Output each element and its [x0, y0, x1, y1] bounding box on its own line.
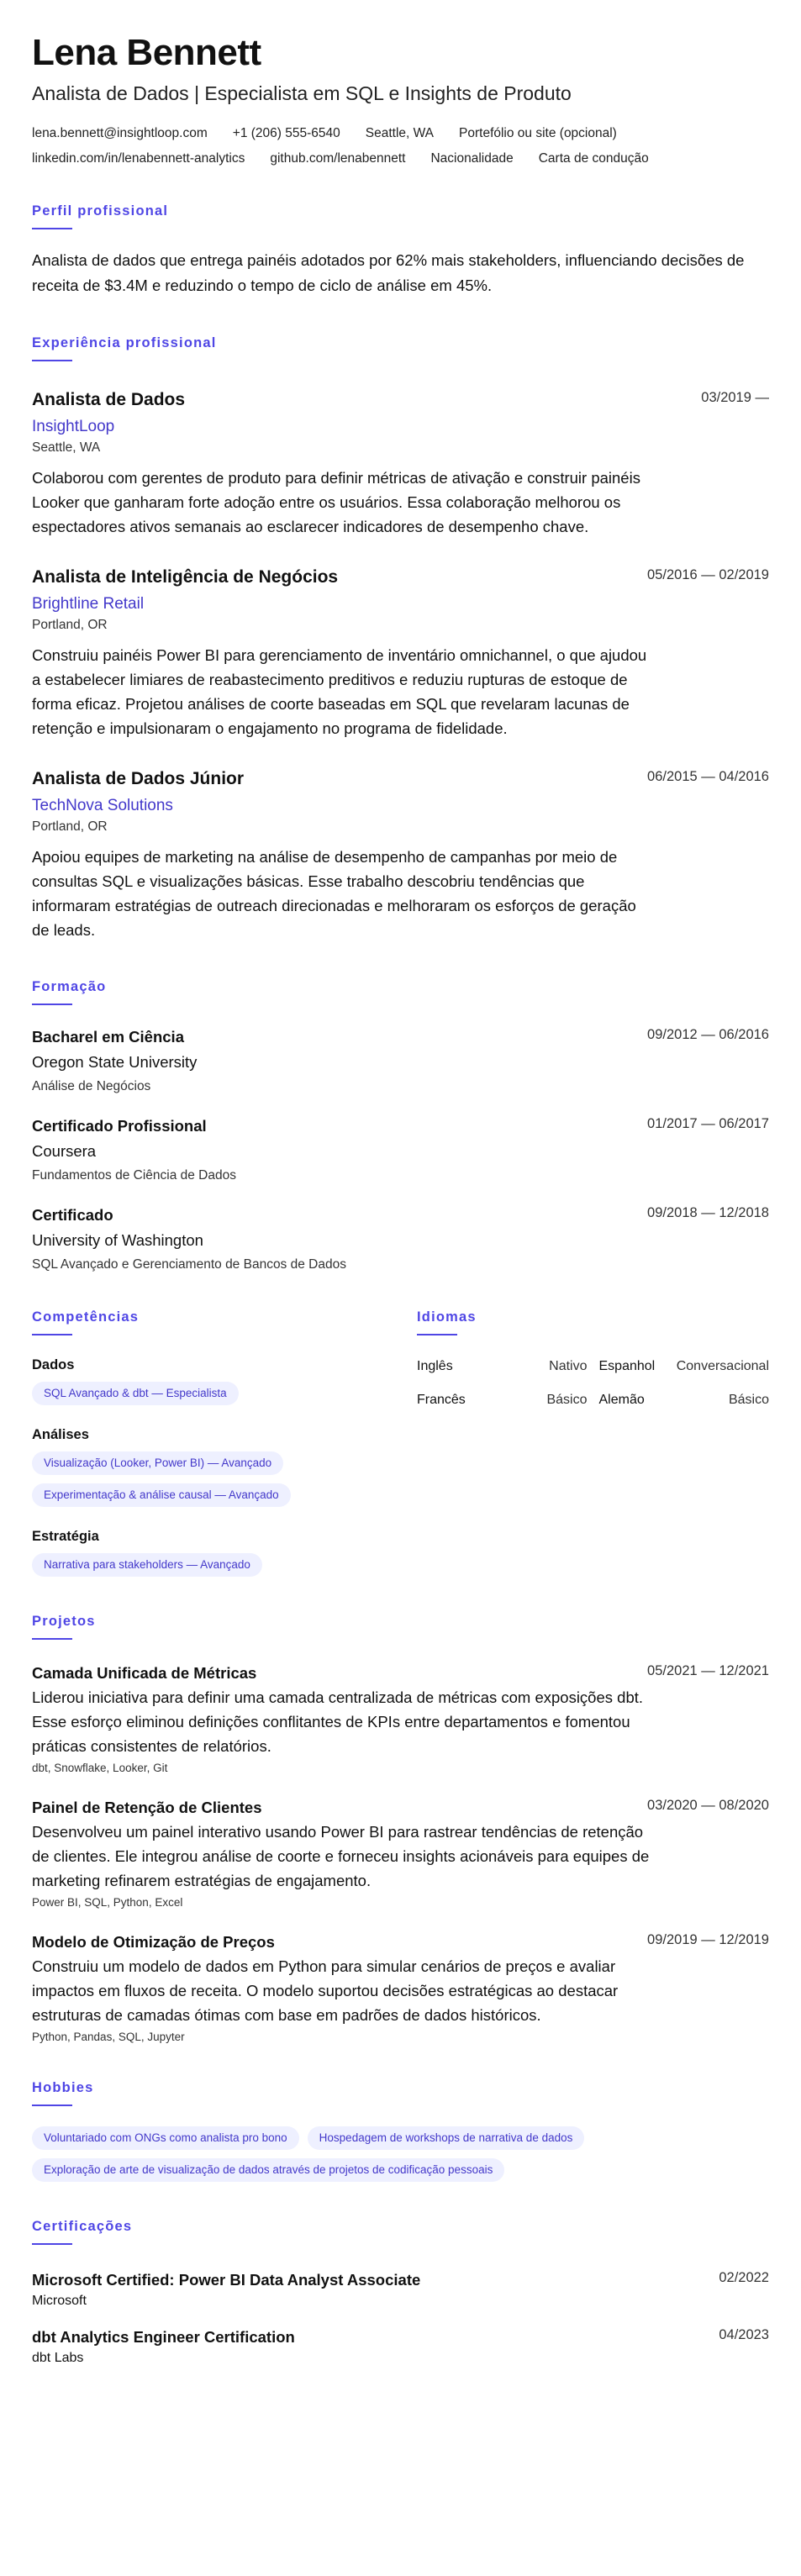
degree: Bacharel em Ciência — [32, 1028, 184, 1046]
job-description: Construiu painéis Power BI para gerenciamento de inventário omnichannel, o que ajudou a estabelecer limiares de reabastecimento preditivos e reduziu rupturas de estoque de forma eficaz. Projetou análises de coorte baseadas em SQL que revelaram lacunas de retenção e impulsionaram o engajamento no programa de fidelidade. — [32, 646, 647, 737]
contact-portfolio[interactable]: Portefólio ou site (opcional) — [459, 126, 617, 140]
certification-date: 02/2022 — [719, 2270, 769, 2285]
job-location: Seattle, WA — [32, 440, 101, 455]
section-divider — [32, 228, 72, 229]
job-title: Analista de Inteligência de Negócios — [32, 567, 339, 587]
skills-languages-row — [32, 1309, 769, 1577]
school: University of Washington — [32, 1231, 203, 1249]
skills-section — [32, 1309, 417, 1577]
headline: Analista de Dados | Especialista em SQL e Insights de Produto — [32, 82, 572, 104]
section-title: Formação — [32, 979, 107, 994]
hobby-chips — [32, 2126, 772, 2182]
experience-item — [32, 566, 769, 740]
skill-group-name: Dados — [32, 1357, 75, 1372]
contact-driving-license: Carta de condução — [538, 151, 649, 166]
skill-group-name: Estratégia — [32, 1529, 99, 1544]
certification-issuer: dbt Labs — [32, 2351, 84, 2365]
certification-name: dbt Analytics Engineer Certification — [32, 2328, 295, 2346]
hobby-chip: Exploração de arte de visualização de dados através de projetos de codificação pessoais — [32, 2158, 504, 2182]
education-section — [32, 979, 769, 1272]
certification-item — [32, 2327, 769, 2366]
skill-group — [32, 1529, 417, 1577]
project-item — [32, 1932, 769, 2043]
education-item — [32, 1205, 769, 1272]
job-dates: 06/2015 — 04/2016 — [647, 769, 769, 784]
skill-chip: Experimentação & análise causal — Avançado — [32, 1483, 291, 1507]
language-level: Básico — [728, 1393, 769, 1407]
project-tech: Python, Pandas, SQL, Jupyter — [32, 2031, 185, 2043]
job-company: InsightLoop — [32, 418, 115, 435]
section-divider — [32, 1638, 72, 1640]
resume-header — [32, 30, 769, 166]
field-of-study: SQL Avançado e Gerenciamento de Bancos de Dados — [32, 1257, 346, 1272]
section-title: Perfil profissional — [32, 203, 169, 219]
skill-chip: Narrativa para stakeholders — Avançado — [32, 1553, 262, 1577]
experience-item — [32, 388, 769, 539]
contact-phone[interactable]: +1 (206) 555-6540 — [232, 126, 340, 140]
certification-issuer: Microsoft — [32, 2294, 87, 2308]
skill-group — [32, 1357, 417, 1405]
education-item — [32, 1116, 769, 1183]
summary-text: Analista de dados que entrega painéis adotados por 62% mais stakeholders, influenciando decisões de receita de $3.4M e reduzindo o tempo de ciclo de análise em 45%. — [32, 251, 745, 294]
degree: Certificado — [32, 1206, 113, 1224]
language-list — [417, 1359, 769, 1408]
certification-name: Microsoft Certified: Power BI Data Analyst Associate — [32, 2271, 421, 2289]
job-location: Portland, OR — [32, 819, 108, 834]
skill-chip: Visualização (Looker, Power BI) — Avançado — [32, 1451, 283, 1475]
skill-group — [32, 1427, 417, 1507]
project-name: Camada Unificada de Métricas — [32, 1664, 257, 1682]
hobby-chip: Voluntariado com ONGs como analista pro bono — [32, 2126, 299, 2150]
experience-item — [32, 767, 769, 942]
section-divider — [32, 2243, 72, 2245]
section-title: Idiomas — [417, 1309, 477, 1325]
field-of-study: Análise de Negócios — [32, 1079, 151, 1093]
project-description: Liderou iniciativa para definir uma camada centralizada de métricas com exposições dbt. Esse esforço eliminou definições conflitantes de KPIs entre departamentos e fomentou práticas consistentes de relatórios. — [32, 1688, 644, 1755]
contact-email[interactable]: lena.bennett@insightloop.com — [32, 126, 208, 140]
skill-chip: SQL Avançado & dbt — Especialista — [32, 1382, 239, 1405]
skill-chips — [32, 1553, 417, 1577]
section-divider — [32, 1334, 72, 1335]
project-tech: Power BI, SQL, Python, Excel — [32, 1896, 183, 1909]
section-divider — [32, 360, 72, 361]
projects-section — [32, 1614, 769, 2043]
experience-section — [32, 335, 769, 942]
section-title: Experiência profissional — [32, 335, 217, 350]
skill-group-name: Análises — [32, 1427, 89, 1442]
project-dates: 03/2020 — 08/2020 — [647, 1798, 769, 1813]
project-description: Construiu um modelo de dados em Python para simular cenários de preços e avaliar impactos em fluxos de receita. O modelo suportou decisões estratégicas ao destacar estruturas de camadas ótimas com base em padrões de dados históricos. — [32, 1957, 619, 2024]
project-name: Painel de Retenção de Clientes — [32, 1799, 262, 1816]
candidate-name: Lena Bennett — [32, 32, 261, 73]
skill-chips — [32, 1382, 417, 1405]
section-title: Certificações — [32, 2219, 133, 2234]
contact-github[interactable]: github.com/lenabennett — [270, 151, 406, 166]
job-description: Apoiou equipes de marketing na análise de desempenho de campanhas por meio de consultas SQL e visualizações básicas. Esse trabalho descobriu tendências que informaram estratégias de outreach direcionadas e melhoraram os esforços de geração de leads. — [32, 848, 636, 939]
education-item — [32, 1027, 769, 1094]
language-name: Espanhol — [598, 1359, 656, 1373]
section-divider — [32, 2105, 72, 2106]
project-description: Desenvolveu um painel interativo usando Power BI para rastrear tendências de retenção de clientes. Ele integrou análise de coorte e forneceu insights acionáveis para equipes de marketing refinarem estratégias de engajamento. — [32, 1823, 650, 1889]
section-divider — [417, 1334, 457, 1335]
job-dates: 03/2019 — — [701, 390, 769, 405]
job-title: Analista de Dados Júnior — [32, 769, 245, 788]
language-item — [417, 1359, 588, 1374]
job-company: Brightline Retail — [32, 595, 145, 613]
job-description: Colaborou com gerentes de produto para definir métricas de ativação e construir painéis Looker que ganharam forte adoção entre os usuários. Essa colaboração melhorou os espectadores ativos semanais ao esclarecer indicadores de desempenho chave. — [32, 469, 640, 535]
language-item — [417, 1393, 588, 1408]
section-title: Hobbies — [32, 2080, 94, 2095]
language-name: Alemão — [598, 1393, 645, 1407]
certification-date: 04/2023 — [719, 2327, 769, 2342]
project-dates: 05/2021 — 12/2021 — [647, 1663, 769, 1678]
section-divider — [32, 1004, 72, 1005]
language-item — [599, 1359, 770, 1374]
project-item — [32, 1798, 769, 1909]
project-tech: dbt, Snowflake, Looker, Git — [32, 1762, 168, 1774]
project-item — [32, 1663, 769, 1774]
certifications-section — [32, 2219, 769, 2366]
contact-linkedin[interactable]: linkedin.com/in/lenabennett-analytics — [32, 151, 245, 166]
education-dates: 09/2018 — 12/2018 — [647, 1205, 769, 1220]
language-name: Inglês — [417, 1359, 453, 1373]
language-level: Nativo — [549, 1359, 588, 1373]
school: Coursera — [32, 1142, 97, 1160]
section-title: Competências — [32, 1309, 140, 1325]
languages-section — [417, 1309, 769, 1577]
job-company: TechNova Solutions — [32, 797, 173, 814]
contact-nationality: Nacionalidade — [430, 151, 514, 166]
hobbies-section — [32, 2080, 769, 2182]
certification-item — [32, 2270, 769, 2309]
project-dates: 09/2019 — 12/2019 — [647, 1932, 769, 1947]
summary-section — [32, 203, 769, 298]
job-title: Analista de Dados — [32, 390, 186, 409]
language-level: Conversacional — [676, 1359, 769, 1373]
section-title: Projetos — [32, 1614, 96, 1629]
language-item — [599, 1393, 770, 1408]
contact-list — [32, 126, 772, 166]
job-dates: 05/2016 — 02/2019 — [647, 567, 769, 582]
education-dates: 01/2017 — 06/2017 — [647, 1116, 769, 1131]
education-dates: 09/2012 — 06/2016 — [647, 1027, 769, 1042]
project-name: Modelo de Otimização de Preços — [32, 1933, 275, 1951]
job-location: Portland, OR — [32, 618, 108, 632]
degree: Certificado Profissional — [32, 1117, 207, 1135]
hobby-chip: Hospedagem de workshops de narrativa de dados — [308, 2126, 585, 2150]
school: Oregon State University — [32, 1053, 198, 1071]
language-level: Básico — [546, 1393, 588, 1407]
contact-location: Seattle, WA — [365, 126, 435, 140]
field-of-study: Fundamentos de Ciência de Dados — [32, 1168, 236, 1183]
skill-chips — [32, 1451, 417, 1507]
language-name: Francês — [417, 1393, 466, 1407]
